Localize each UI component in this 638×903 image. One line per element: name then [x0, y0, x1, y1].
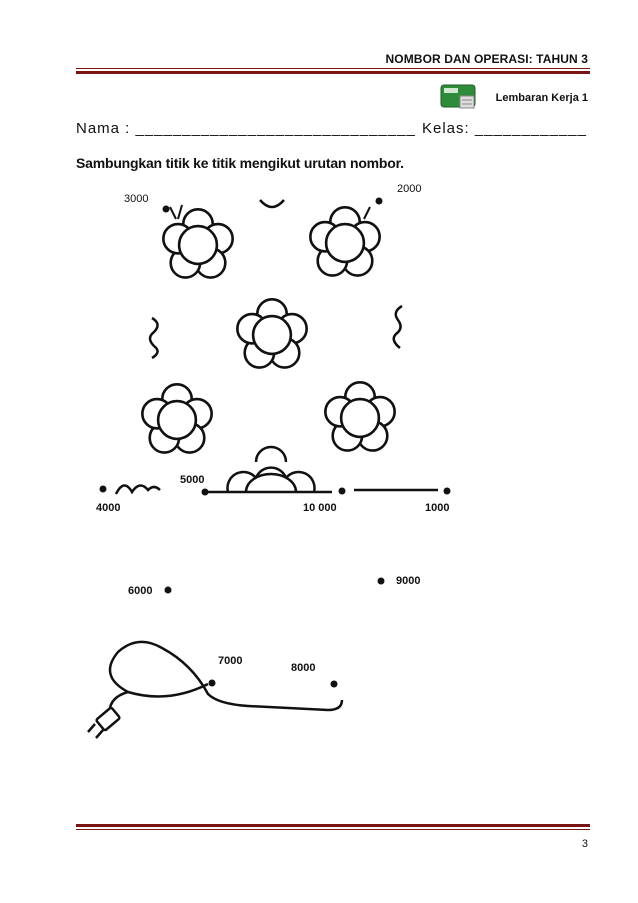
partial-petal-top [260, 200, 284, 207]
flower-top-right [310, 207, 379, 275]
label-9000: 9000 [396, 575, 421, 587]
label-6000: 6000 [128, 585, 153, 597]
label-3000: 3000 [124, 193, 149, 205]
dot-8000[interactable] [331, 681, 338, 688]
dot-2000[interactable] [376, 198, 383, 205]
dot-7000[interactable] [209, 680, 216, 687]
worksheet-label: Lembaran Kerja 1 [495, 92, 588, 104]
plug-cord-drawing [88, 642, 342, 738]
document-header-title: NOMBOR DAN OPERASI: TAHUN 3 [385, 52, 588, 66]
footer-rule-thin [76, 829, 590, 830]
flower-top-left [163, 209, 232, 277]
dot-9000[interactable] [378, 578, 385, 585]
partial-cloud [116, 485, 160, 494]
instruction-text: Sambungkan titik ke titik mengikut urutan nombor. [76, 155, 404, 171]
partial-petal-left [150, 318, 158, 358]
partial-petal-right [394, 306, 402, 348]
label-8000: 8000 [291, 662, 316, 674]
label-10000: 10 000 [303, 502, 337, 514]
label-1000: 1000 [425, 502, 450, 514]
label-4000: 4000 [96, 502, 121, 514]
flower-mid-right [325, 382, 394, 450]
label-7000: 7000 [218, 655, 243, 667]
class-field[interactable]: Kelas: ____________ [422, 120, 587, 137]
dot-1000[interactable] [444, 488, 451, 495]
name-field[interactable]: Nama : ______________________________ [76, 120, 416, 137]
footer-rule-thick [76, 824, 590, 827]
page-number: 3 [581, 838, 588, 850]
dot-4000[interactable] [100, 486, 107, 493]
flower-mid-left [142, 384, 211, 452]
half-flower-bottom [227, 447, 314, 492]
flower-center [237, 299, 306, 367]
dot-3000[interactable] [163, 206, 170, 213]
dot-6000[interactable] [165, 587, 172, 594]
label-2000: 2000 [397, 183, 422, 195]
dot-10000[interactable] [339, 488, 346, 495]
dot-5000[interactable] [202, 489, 209, 496]
label-5000: 5000 [180, 474, 205, 486]
